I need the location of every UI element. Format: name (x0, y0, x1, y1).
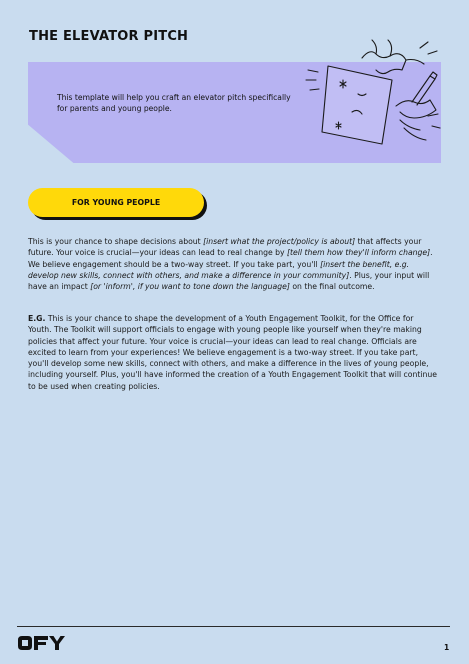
hands-drawing-on-paper-icon (300, 36, 445, 154)
template-paragraph (28, 236, 438, 292)
example-paragraph (28, 313, 438, 392)
template-text-2: that affects your future. Your voice is crucial—your ideas can lead to real change by (28, 237, 422, 258)
banner-text: This template will help you craft an elevator pitch specifically for parents and young people. (57, 93, 291, 113)
template-text-4: . Plus, your input will have an impact (28, 270, 430, 292)
footer-divider (17, 626, 450, 627)
placeholder-hint-1: [insert what the project/policy is about] (203, 237, 356, 246)
ofy-logo (17, 635, 65, 651)
page-number: 1 (444, 643, 450, 652)
section-label-young-people: FOR YOUNG PEOPLE (28, 188, 204, 217)
template-text-5: on the final outcome. (289, 282, 375, 292)
placeholder-hint-3: [insert the benefit, e.g. develop new skills, connect with others, and make a difference in your community] (28, 259, 410, 280)
template-text-1: This is your chance to shape decisions about (28, 237, 204, 246)
example-text: This is your chance to shape the development of a Youth Engagement Toolkit, for the Office for Youth. The Toolkit will support officials to engage with young people like yourself when they're making policies that affect your future. Your voice is crucial—your ideas can lead to real change. Officials are excited to learn from your experiences! We believe engagement is a two-way street. If you take part, you'll develop some new skills, connect with others, and make a difference in the lives of young people, including yourself. Plus, you'll have informed the creation of a Youth Engagement Toolkit that will continue to be used when creating policies. (28, 314, 437, 391)
example-label: E.G. (28, 314, 46, 323)
placeholder-hint-2: [tell them how they'll inform change] (287, 248, 431, 258)
template-text-3: . We believe engagement should be a two-way street. If you take part, you'll (28, 248, 433, 269)
placeholder-hint-4: [or 'inform', if you want to tone down the language] (90, 282, 290, 292)
page-title: THE ELEVATOR PITCH (29, 29, 189, 44)
